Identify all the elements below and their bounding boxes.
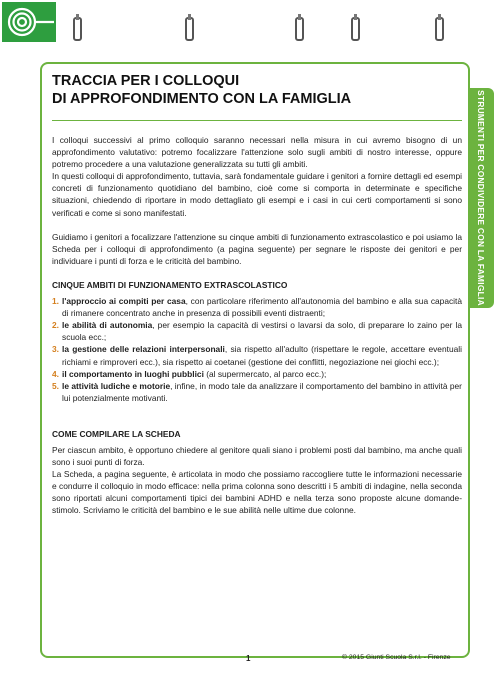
areas-list [52,295,462,404]
list-item-text: (al supermercato, al parco ecc.); [203,368,327,379]
list-item-keyword: le abilità di autonomia [62,320,153,331]
list-number: 4. [52,368,59,379]
list-item-keyword: la gestione delle relazioni interpersonali [62,344,225,355]
areas-heading: CINQUE AMBITI DI FUNZIONAMENTO EXTRASCOLASTICO [52,279,288,290]
list-item-text: , con particolare riferimento all'autonomia del bambino e alla sua capacità di rimanere concentrato anche in presenza di possibili eventi distraenti; [62,296,463,319]
list-item-keyword: l'approccio ai compiti per casa [62,296,186,307]
list-item-text: , per esempio la capacità di vestirsi o lavarsi da solo, di preparare lo zaino per la scuola ecc.; [62,320,463,343]
intro-paragraph-3: Guidiamo i genitori a focalizzare l'attenzione su cinque ambiti di funzionamento extrascolastico e poi usiamo la Scheda per i colloqui di approfondimento (a pagina seguente) per segnare le risposte dei genitori e per individuare i punti di forza e le criticità del bambino. [52,231,462,266]
binder-rings-icon [0,0,500,42]
intro-paragraph-1: I colloqui successivi al primo colloquio saranno necessari nella misura in cui avremo bisogno di un approfondimento valutativo: potremo focalizzare l'attenzione solo sugli ambiti di nostro interesse, oppure potremo procedere a una valutazione generalizzata su tutti gli ambiti. [52,135,462,170]
title-line-1: TRACCIA PER I COLLOQUI [52,73,240,89]
page-title [52,72,351,108]
list-item [52,368,462,380]
main-content [52,134,462,517]
copyright-notice: © 2015 Giunti Scuola S.r.l. - Firenze [342,654,451,661]
list-item-keyword: le attività ludiche e motorie [62,380,171,391]
list-item-text: , infine, in modo tale da analizzare il comportamento del bambino in attività per lui potenzialmente motivanti. [62,380,462,403]
page-number: 1 [246,654,251,663]
list-item-text: , sia rispetto all'adulto (rispettare le regole, accettare eventuali richiami e rimproveri ecc.), sia rispetto ai coetanei (gestione dei conflitti, negoziazione nei giochi ecc.); [62,344,462,367]
list-number: 3. [52,344,59,355]
side-tab-label: STRUMENTI PER CONDIVIDERE CON LA FAMIGLIA [476,90,486,306]
binder-strip [0,0,500,42]
list-item [52,295,462,319]
title-divider [52,120,462,121]
how-paragraph-2: La Scheda, a pagina seguente, è articolata in modo che possiamo raccogliere tutte le informazioni necessarie e condurre il colloquio in modo efficace: nella prima colonna sono descritti i 5 ambiti di indagine, nella seconda sono riportati alcuni comportamenti tipici dei bambini ADHD e nella terza sono proposte alcune domande-stimolo. Scriviamo le criticità del bambino e le sue abilità nelle ultime due colonne. [52,469,462,516]
list-number: 1. [52,296,59,307]
list-number: 2. [52,320,59,331]
list-item [52,319,462,343]
list-item [52,343,462,367]
list-number: 5. [52,380,59,391]
title-line-2: DI APPROFONDIMENTO CON LA FAMIGLIA [52,91,352,107]
list-item [52,380,462,404]
how-paragraph-1: Per ciascun ambito, è opportuno chiedere al genitore quali siano i problemi posti dal bambino, ma anche quali sono i suoi punti di forza. [52,444,462,468]
intro-paragraph-2: In questi colloqui di approfondimento, tuttavia, sarà fondamentale guidare i genitori a fornire dettagli ed esempi concreti di funzionamento quotidiano del bambino, cioè come si comporta in determinate e specifiche situazioni, chiedendo di riportare in modo dettagliato gli esempi e i casi in cui certi comportamenti si sono verificati e come si sono manifestati. [52,171,462,218]
list-item-keyword: il comportamento in luoghi pubblici [62,368,204,379]
how-to-heading: COME COMPILARE LA SCHEDA [52,428,181,439]
side-section-tab [468,88,494,308]
